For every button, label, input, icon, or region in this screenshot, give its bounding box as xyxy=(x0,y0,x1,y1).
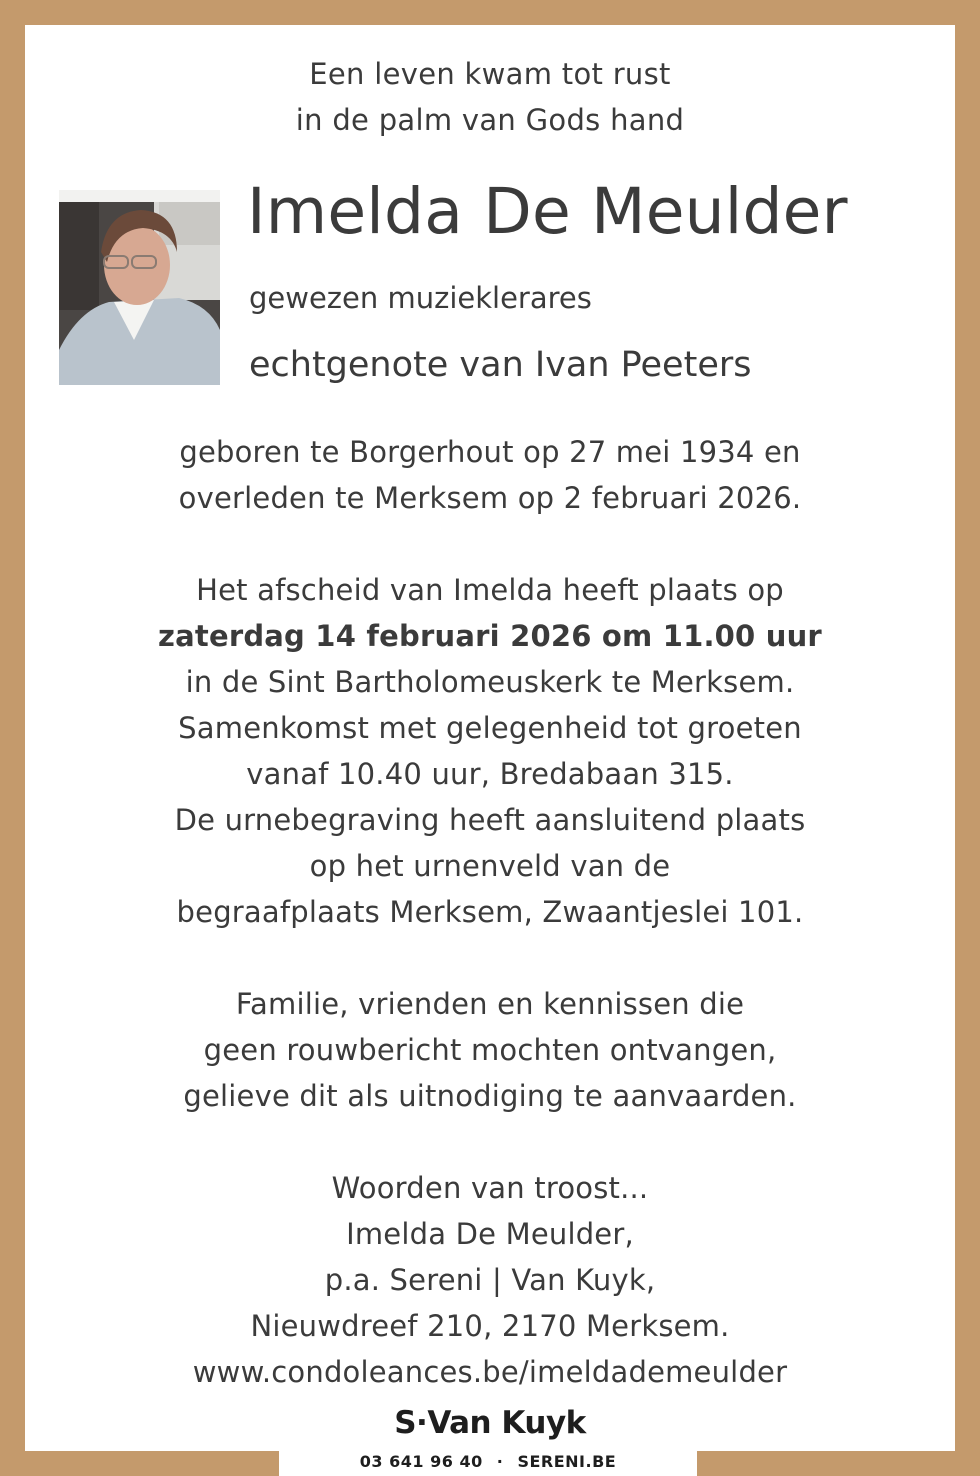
condolence-name: Imelda De Meulder, xyxy=(346,1217,634,1251)
invite-line-2: geen rouwbericht mochten ontvangen, xyxy=(203,1033,777,1067)
funeral-home-logo: S·Van Kuyk xyxy=(394,1405,586,1441)
spacer xyxy=(25,521,955,567)
deceased-spouse: echtgenote van Ivan Peeters xyxy=(249,345,752,385)
ceremony-intro: Het afscheid van Imelda heeft plaats op xyxy=(196,573,784,607)
obituary-body xyxy=(25,429,955,1395)
portrait-photo xyxy=(59,190,220,385)
motto-line-1: Een leven kwam tot rust xyxy=(309,57,671,91)
gathering-time: vanaf 10.40 uur, Bredabaan 315. xyxy=(246,757,734,791)
funeral-home-contact xyxy=(279,1452,697,1471)
motto-line-2: in de palm van Gods hand xyxy=(295,103,685,137)
burial-line: De urnebegraving heeft aansluitend plaats xyxy=(174,803,806,837)
contact-separator: · xyxy=(496,1452,504,1471)
ceremony-date: zaterdag 14 februari 2026 om 11.00 uur xyxy=(158,619,822,653)
portrait-image xyxy=(59,190,220,385)
invite-line-1: Familie, vrienden en kennissen die xyxy=(235,987,745,1021)
deceased-name: Imelda De Meulder xyxy=(247,175,848,248)
condolence-care-of: p.a. Sereni | Van Kuyk, xyxy=(324,1263,656,1297)
deceased-profession: gewezen muzieklerares xyxy=(249,281,592,315)
phone-number[interactable]: 03 641 96 40 xyxy=(359,1452,483,1471)
spacer xyxy=(25,1119,955,1165)
condolence-address: Nieuwdreef 210, 2170 Merksem. xyxy=(250,1309,730,1343)
burial-cemetery: begraafplaats Merksem, Zwaantjeslei 101. xyxy=(176,895,804,929)
ceremony-location: in de Sint Bartholomeuskerk te Merksem. xyxy=(185,665,795,699)
birth-line: geboren te Borgerhout op 27 mei 1934 en xyxy=(179,435,801,469)
spacer xyxy=(25,935,955,981)
invite-line-3: gelieve dit als uitnodiging te aanvaarden. xyxy=(183,1079,797,1113)
gathering-line: Samenkomst met gelegenheid tot groeten xyxy=(178,711,802,745)
condolence-website-link[interactable]: www.condoleances.be/imeldademeulder xyxy=(192,1355,788,1389)
condolence-intro: Woorden van troost... xyxy=(331,1171,649,1205)
motto xyxy=(25,51,955,143)
funeral-home-website-link[interactable]: SERENI.BE xyxy=(517,1452,617,1471)
death-line: overleden te Merksem op 2 februari 2026. xyxy=(178,481,802,515)
burial-field: op het urnenveld van de xyxy=(309,849,671,883)
obituary-card xyxy=(25,25,955,1451)
